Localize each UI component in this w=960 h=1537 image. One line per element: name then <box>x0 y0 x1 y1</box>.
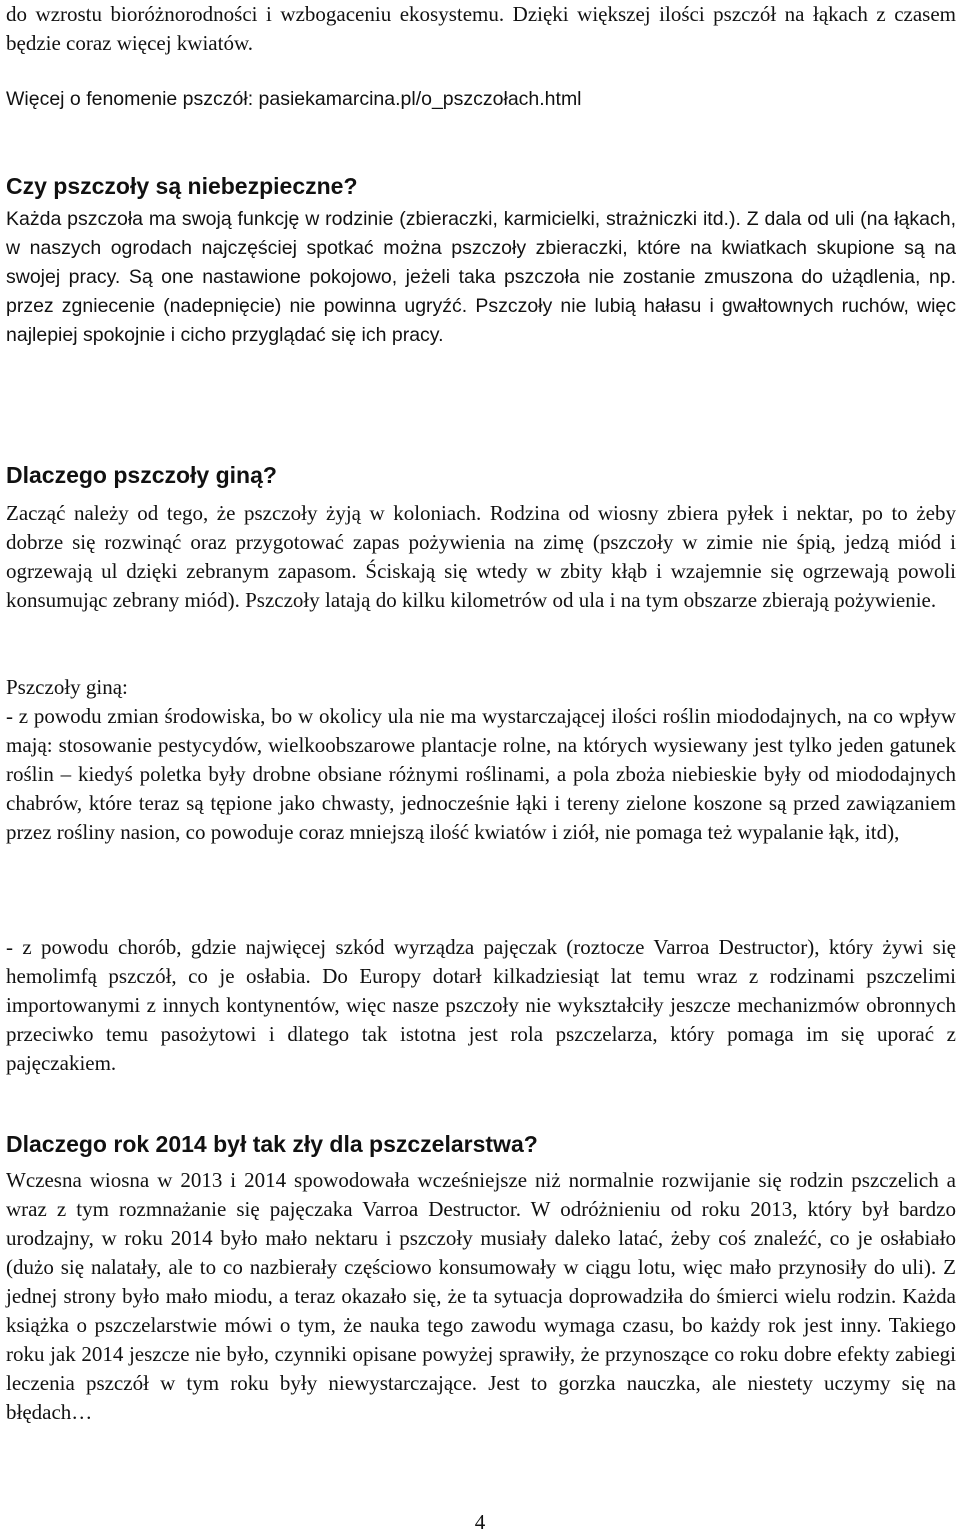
list-item-environment: - z powodu zmian środowiska, bo w okolicy ula nie ma wystarczającej ilości roślin miododajnych, na co wpływ mają: stosowanie pestycydów, wielkoobszarowe plantacje rolne, na których wysiewany jest tylko jeden gatunek roślin – kiedyś poletka były drobne obsiane różnymi roślinami, a pola zboża niebieskie były od miododajnych chabrów, które teraz są tępione jako chwasty, jednocześnie łąki i tereny zielone koszone są przed zawiązaniem przez rośliny nasion, co powoduje coraz mniejszą ilość kwiatów i ziół, nie pomaga też wypalanie łąk, itd), <box>6 704 956 844</box>
heading-are-bees-dangerous: Czy pszczoły są niebezpieczne? <box>6 173 358 199</box>
intro-paragraph: do wzrostu bioróżnorodności i wzbogaceniu ekosystemu. Dzięki większej ilości pszczół na łąkach z czasem będzie coraz więcej kwiatów. <box>6 2 956 55</box>
page-number: 4 <box>474 1510 486 1534</box>
list-item-disease: - z powodu chorób, gdzie najwięcej szkód wyrządza pajęczak (roztocze Varroa Destructor), który żywi się hemolimfą pszczół, co je osłabia. Do Europy dotarł kilkadziesiąt lat temu wraz z rodzinami pszczelimi importowanymi z innych kontynentów, więc nasze pszczoły nie wykształciły jeszcze mechanizmów obronnych przeciwko temu pasożytowi i dlatego tak istotna jest rola pszczelarza, który pomaga im się uporać z pajęczakiem. <box>6 935 956 1075</box>
paragraph-why-2014-bad: Wczesna wiosna w 2013 i 2014 spowodowała wcześniejsze niż normalnie rozwijanie się rodzin pszczelich a wraz z tym rozmnażanie się pajęczaka Varroa Destructor. W odróżnieniu od roku 2013, który był bardzo urodzajny, w roku 2014 było mało nektaru i pszczoły musiały daleko latać, żeby coś znaleźć, co je osłabiało (dużo się nalatały, ale to co nazbierały częściowo konsumowały w ciągu lotu, więc mało przynosiły do uli). Z jednej strony było mało miodu, a teraz okazało się, że ta sytuacja doprowadziła do śmierci wielu rodzin. Każda książka o pszczelarstwie mówi o tym, że nauka tego zawodu wymaga czasu, bo każdy rok jest inny. Takiego roku jak 2014 jeszcze nie było, czynniki opisane powyżej sprawiły, że przynoszące co roku dobre efekty zabiegi leczenia pszczół w tym roku były niewystarczające. Jest to gorzka nauczka, ale niestety uczymy się na błędach… <box>6 1168 956 1424</box>
more-info-link[interactable]: Więcej o fenomenie pszczół: pasiekamarcina.pl/o_pszczołach.html <box>6 88 582 110</box>
list-label-bees-die: Pszczoły giną: <box>6 675 128 699</box>
heading-why-2014-bad: Dlaczego rok 2014 był tak zły dla pszczelarstwa? <box>6 1131 538 1157</box>
heading-why-bees-die: Dlaczego pszczoły giną? <box>6 462 277 488</box>
paragraph-why-bees-die: Zacząć należy od tego, że pszczoły żyją w koloniach. Rodzina od wiosny zbiera pyłek i nektar, po to żeby dobrze się rozwinąć oraz przygotować zapas pożywienia na zimę (pszczoły w zimie nie śpią, jedzą miód i ogrzewają ul dzięki zebranym zapasom. Ściskają się wtedy w zbity kłąb i wzajemnie się ogrzewają powoli konsumując zebrany miód). Pszczoły latają do kilku kilometrów od ula i na tym obszarze zbierają pożywienie. <box>6 501 956 612</box>
paragraph-are-bees-dangerous: Każda pszczoła ma swoją funkcję w rodzinie (zbieraczki, karmicielki, strażniczki itd.). Z dala od uli (na łąkach, w naszych ogrodach najczęściej spotkać można pszczoły zbieraczki, które na kwiatkach skupione są na swojej pracy. Są one nastawione pokojowo, jeżeli taka pszczoła nie zostanie zmuszona do użądlenia, np. przez zgniecenie (nadepnięcie) nie powinna ugryźć. Pszczoły nie lubią hałasu i gwałtownych ruchów, więc najlepiej spokojnie i cicho przyglądać się ich pracy. <box>6 208 956 346</box>
